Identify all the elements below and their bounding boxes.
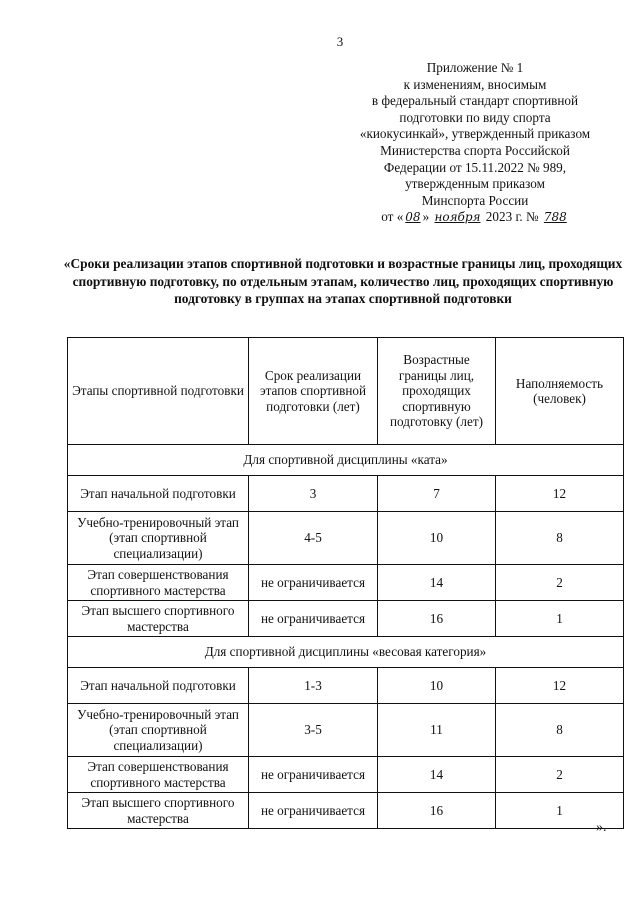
duration-cell: 3 [249,476,378,512]
duration-cell: 4-5 [249,512,378,565]
occupancy-cell: 1 [496,793,624,829]
appendix-line: Министерства спорта Российской [380,142,570,158]
stages-table [67,337,624,829]
order-prefix: от « [381,209,404,225]
appendix-line: Приложение № 1 [426,60,524,75]
stage-cell: Этап начальной подготовки [68,476,249,512]
order-month-handwritten: ноября [434,210,481,225]
stage-cell: Этап высшего спортивного мастерства [68,793,249,829]
age-cell: 14 [378,565,496,601]
age-cell: 11 [378,704,496,757]
occupancy-cell: 1 [496,601,624,637]
stage-cell: Этап начальной подготовки [68,668,249,704]
duration-cell: не ограничивается [249,793,378,829]
page-number: 3 [336,34,344,49]
duration-cell: не ограничивается [249,757,378,793]
occupancy-cell: 8 [496,512,624,565]
table-row [68,476,624,512]
stage-cell: Учебно-тренировочный этап (этап спортивной специализации) [68,704,249,757]
order-year: 2023 г. № [485,209,539,225]
column-header-stage: Этапы спортивной подготовки [68,338,249,445]
order-number-handwritten: 788 [543,210,567,225]
duration-cell: 3-5 [249,704,378,757]
age-cell: 16 [378,601,496,637]
occupancy-cell: 12 [496,476,624,512]
occupancy-cell: 12 [496,668,624,704]
stage-cell: Этап совершенствования спортивного мастерства [68,757,249,793]
appendix-header [330,60,620,226]
appendix-line: утвержденным приказом [405,176,545,192]
age-cell: 14 [378,757,496,793]
duration-cell: не ограничивается [249,601,378,637]
order-day-handwritten: 08 [405,210,421,225]
duration-cell: не ограничивается [249,565,378,601]
age-cell: 7 [378,476,496,512]
appendix-line: Минспорта России [421,192,529,208]
appendix-line: в федеральный стандарт спортивной [371,93,579,109]
column-header-age: Возрастные границы лиц, проходящих спортивную подготовку (лет) [378,338,496,445]
appendix-line: «киокусинкай», утвержденный приказом [359,126,591,142]
age-cell: 16 [378,793,496,829]
occupancy-cell: 2 [496,565,624,601]
stage-cell: Учебно-тренировочный этап (этап спортивной специализации) [68,512,249,565]
table-row [68,757,624,793]
appendix-line: подготовки по виду спорта [399,109,551,125]
table-header-row [68,338,624,445]
section-title: Для спортивной дисциплины «ката» [68,445,624,476]
stage-cell: Этап совершенствования спортивного мастерства [68,565,249,601]
appendix-line: Федерации от 15.11.2022 № 989, [383,159,567,175]
appendix-line: к изменениям, вносимым [403,76,547,92]
table-row [68,793,624,829]
document-title: «Сроки реализации этапов спортивной подготовки и возрастные границы лиц, проходящих спортивную подготовку, по отдельным этапам, количество лиц, проходящих спортивную подготовку в группах на этапах спортивной подготовки [63,256,623,306]
section-row-kata [68,445,624,476]
age-cell: 10 [378,512,496,565]
age-cell: 10 [378,668,496,704]
section-title: Для спортивной дисциплины «весовая категория» [68,637,624,668]
table-row [68,601,624,637]
occupancy-cell: 2 [496,757,624,793]
order-mid: » [422,209,430,225]
table-row [68,565,624,601]
stage-cell: Этап высшего спортивного мастерства [68,601,249,637]
table-row [68,704,624,757]
occupancy-cell: 8 [496,704,624,757]
table-row [68,668,624,704]
duration-cell: 1-3 [249,668,378,704]
column-header-occupancy: Наполняемость (человек) [496,338,624,445]
section-row-weight-category [68,637,624,668]
closing-quote: ». [596,820,607,835]
column-header-duration: Срок реализации этапов спортивной подготовки (лет) [249,338,378,445]
table-row [68,512,624,565]
order-date-line [330,209,620,226]
